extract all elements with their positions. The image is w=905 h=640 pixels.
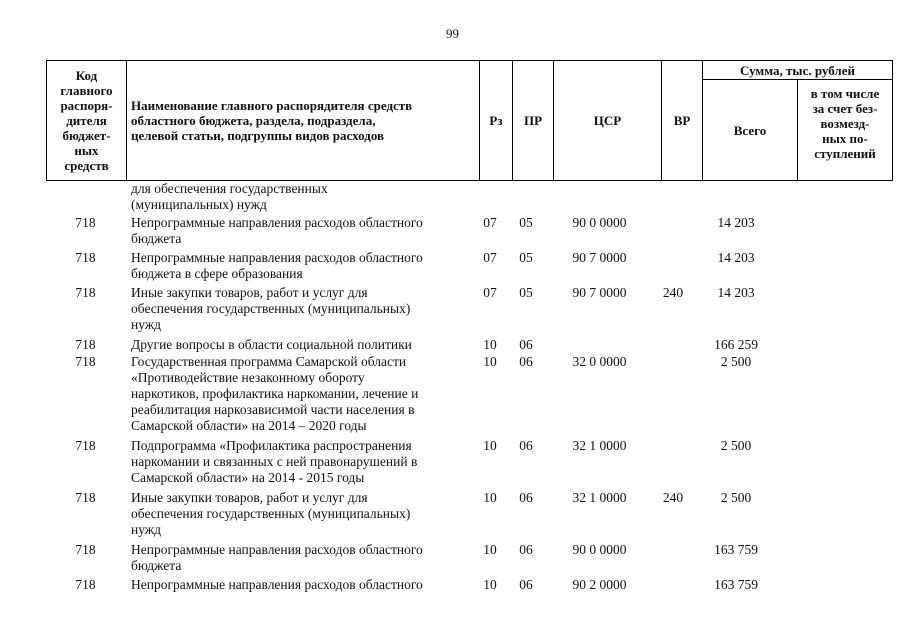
row-code: 718 xyxy=(75,285,96,300)
row-csr: 90 2 0000 xyxy=(572,577,627,592)
row-csr: 90 7 0000 xyxy=(572,285,627,300)
row-pr: 06 xyxy=(519,354,533,369)
row-total: 2 500 xyxy=(720,490,752,505)
row-csr: 32 1 0000 xyxy=(572,438,627,453)
row-csr: 90 0 0000 xyxy=(572,542,627,557)
row-rz: 10 xyxy=(483,337,497,352)
row-name xyxy=(131,250,473,282)
row-name-line: Самарской области» на 2014 - 2015 годы xyxy=(131,470,365,485)
row-pr: 06 xyxy=(519,542,533,557)
row-pr: 05 xyxy=(519,285,533,300)
row-rz: 10 xyxy=(483,577,497,592)
row-pr: 06 xyxy=(519,490,533,505)
row-name-line: Самарской области» на 2014 – 2020 годы xyxy=(131,418,367,433)
header-name-line: областного бюджета, раздела, подраздела, xyxy=(131,113,376,128)
header-free-line: в том числе xyxy=(810,86,880,101)
row-name xyxy=(131,490,473,538)
row-csr: 32 1 0000 xyxy=(572,490,627,505)
row-name-line: Подпрограмма «Профилактика распространения xyxy=(131,438,412,453)
row-code: 718 xyxy=(75,250,96,265)
table-row xyxy=(0,215,905,250)
table-row xyxy=(0,250,905,285)
row-pr: 06 xyxy=(519,337,533,352)
header-free xyxy=(798,80,893,181)
row-name xyxy=(131,215,473,247)
header-code-line: ных xyxy=(74,143,99,158)
header-code-line: средств xyxy=(64,158,109,173)
row-name xyxy=(131,181,473,213)
header-total: Всего xyxy=(703,80,798,181)
row-name-line: нужд xyxy=(131,522,161,537)
header-name xyxy=(127,61,480,181)
table-row xyxy=(0,438,905,490)
header-csr: ЦСР xyxy=(554,61,662,181)
row-name-line: бюджета в сфере образования xyxy=(131,266,303,281)
row-pr: 05 xyxy=(519,250,533,265)
row-name xyxy=(131,354,473,434)
row-rz: 07 xyxy=(483,285,497,300)
row-csr: 90 7 0000 xyxy=(572,250,627,265)
header-sum-group: Сумма, тыс. рублей xyxy=(703,61,893,80)
row-rz: 10 xyxy=(483,490,497,505)
row-pr: 05 xyxy=(519,215,533,230)
header-name-line: Наименование главного распорядителя средств xyxy=(131,98,413,113)
header-free-line: ных по- xyxy=(822,131,868,146)
row-name-line: Непрограммные направления расходов областного xyxy=(131,215,423,230)
row-name-line: обеспечения государственных (муниципальных) xyxy=(131,301,411,316)
header-pr: ПР xyxy=(513,61,554,181)
table-row xyxy=(0,354,905,438)
header-rz: Рз xyxy=(480,61,513,181)
header-code-line: Код xyxy=(75,68,98,83)
row-rz: 07 xyxy=(483,250,497,265)
row-name-line: для обеспечения государственных xyxy=(131,181,328,196)
row-vr: 240 xyxy=(662,285,684,300)
table-row xyxy=(0,490,905,542)
row-name-line: «Противодействие незаконному обороту xyxy=(131,370,365,385)
row-code: 718 xyxy=(75,542,96,557)
row-name xyxy=(131,542,473,574)
row-code: 718 xyxy=(75,577,96,592)
header-free-line: ступлений xyxy=(814,146,876,161)
row-code: 718 xyxy=(75,438,96,453)
table-row xyxy=(0,337,905,354)
header-free-line: возмезд- xyxy=(820,116,870,131)
row-name-line: Государственная программа Самарской области xyxy=(131,354,407,369)
header-code-line: распоря- xyxy=(60,98,113,113)
row-total: 163 759 xyxy=(714,577,758,592)
row-code: 718 xyxy=(75,215,96,230)
row-name-line: Непрограммные направления расходов областного xyxy=(131,577,423,592)
row-name-line: наркомании и связанных с ней правонарушений в xyxy=(131,454,418,469)
header-code-line: бюджет- xyxy=(62,128,111,143)
row-total: 14 203 xyxy=(717,285,755,300)
row-name-line: Иные закупки товаров, работ и услуг для xyxy=(131,285,368,300)
table-header xyxy=(46,60,893,181)
row-total: 2 500 xyxy=(720,354,752,369)
header-code-line: дителя xyxy=(66,113,107,128)
row-csr: 90 0 0000 xyxy=(572,215,627,230)
row-total: 163 759 xyxy=(714,542,758,557)
table-row xyxy=(0,285,905,337)
row-total: 14 203 xyxy=(717,250,755,265)
header-code xyxy=(47,61,127,181)
row-name-line: Непрограммные направления расходов областного xyxy=(131,250,423,265)
row-name xyxy=(131,337,473,353)
row-name-line: обеспечения государственных (муниципальных) xyxy=(131,506,411,521)
row-name-line: Иные закупки товаров, работ и услуг для xyxy=(131,490,368,505)
row-rz: 10 xyxy=(483,354,497,369)
table-row xyxy=(0,542,905,577)
table-row xyxy=(0,181,905,215)
row-rz: 10 xyxy=(483,438,497,453)
row-name-line: нужд xyxy=(131,317,161,332)
row-name-line: реабилитация наркозависимой части населения в xyxy=(131,402,415,417)
row-code: 718 xyxy=(75,490,96,505)
row-name xyxy=(131,285,473,333)
row-name xyxy=(131,577,473,593)
row-name-line: Непрограммные направления расходов областного xyxy=(131,542,423,557)
header-name-line: целевой статьи, подгруппы видов расходов xyxy=(131,128,385,143)
header-code-line: главного xyxy=(60,83,113,98)
row-name-line: Другие вопросы в области социальной политики xyxy=(131,337,412,352)
row-csr: 32 0 0000 xyxy=(572,354,627,369)
table-body xyxy=(0,181,905,594)
row-rz: 07 xyxy=(483,215,497,230)
page-number: 99 xyxy=(446,26,459,41)
row-pr: 06 xyxy=(519,577,533,592)
row-name xyxy=(131,438,473,486)
header-vr: ВР xyxy=(662,61,703,181)
row-pr: 06 xyxy=(519,438,533,453)
table-row xyxy=(0,577,905,594)
row-rz: 10 xyxy=(483,542,497,557)
row-name-line: бюджета xyxy=(131,558,182,573)
header-free-line: за счет без- xyxy=(812,101,878,116)
row-total: 2 500 xyxy=(720,438,752,453)
row-code: 718 xyxy=(75,354,96,369)
row-name-line: (муниципальных) нужд xyxy=(131,197,267,212)
row-total: 166 259 xyxy=(714,337,758,352)
row-vr: 240 xyxy=(662,490,684,505)
row-name-line: наркотиков, профилактика наркомании, лечение и xyxy=(131,386,419,401)
row-total: 14 203 xyxy=(717,215,755,230)
row-name-line: бюджета xyxy=(131,231,182,246)
row-code: 718 xyxy=(75,337,96,352)
